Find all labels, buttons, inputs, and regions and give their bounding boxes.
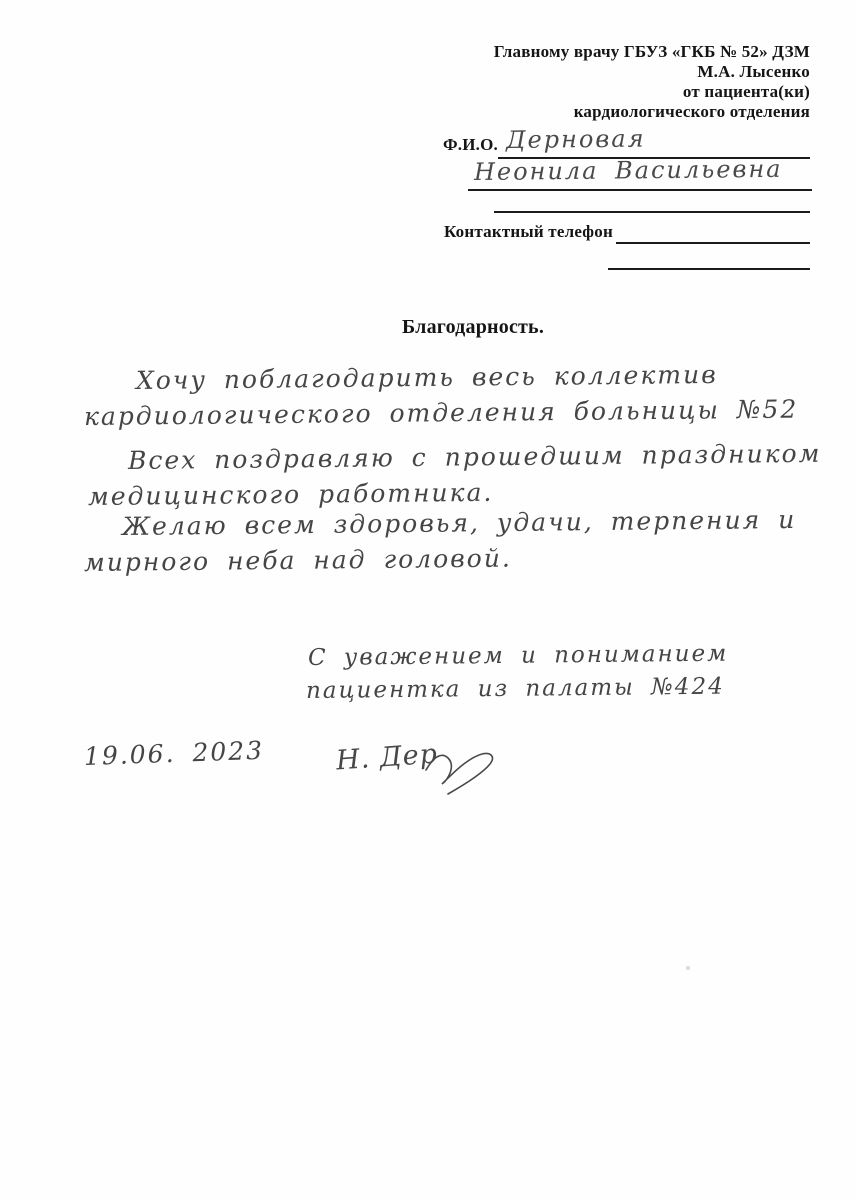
fio-blank-line-2 bbox=[468, 189, 812, 191]
fio-handwritten-surname: Дерновая bbox=[505, 124, 646, 154]
closing-handwritten-line-2: пациентка из палаты №424 bbox=[305, 673, 725, 704]
recipient-block bbox=[494, 42, 810, 122]
fio-blank-line-3 bbox=[494, 211, 810, 213]
closing-handwritten-line-1: С уважением и пониманием bbox=[307, 640, 729, 671]
date-handwritten: 19.06. 2023 bbox=[83, 735, 265, 771]
body-handwritten-line: кардиологического отделения больницы №52 bbox=[83, 394, 799, 431]
scan-speck bbox=[686, 966, 690, 970]
body-handwritten-line: медицинского работника. bbox=[87, 477, 494, 511]
recipient-line-from: от пациента(ки) bbox=[682, 82, 810, 101]
signature-flourish-icon bbox=[330, 728, 500, 798]
phone-blank-line-2 bbox=[608, 268, 810, 270]
letter-title: Благодарность. bbox=[402, 316, 545, 338]
body-handwritten-line: Всех поздравляю с прошедшим праздником bbox=[127, 438, 822, 475]
recipient-line-department: кардиологического отделения bbox=[573, 102, 810, 121]
signature bbox=[330, 728, 500, 798]
fio-label: Ф.И.О. bbox=[443, 135, 498, 154]
fio-handwritten-given-names: Неонила Васильевна bbox=[473, 154, 783, 186]
signature-handwriting: Н. Дер bbox=[335, 738, 439, 777]
phone-blank-line-1 bbox=[616, 242, 810, 244]
recipient-line-name: М.А. Лысенко bbox=[697, 62, 810, 81]
recipient-line-addressee: Главному врачу ГБУЗ «ГКБ № 52» ДЗМ bbox=[493, 42, 810, 61]
body-handwritten-line: Желаю всем здоровья, удачи, терпения и bbox=[121, 504, 797, 541]
body-handwritten-line: мирного неба над головой. bbox=[83, 543, 512, 577]
body-handwritten-line: Хочу поблагодарить весь коллектив bbox=[135, 359, 718, 395]
phone-label: Контактный телефон bbox=[444, 222, 613, 241]
